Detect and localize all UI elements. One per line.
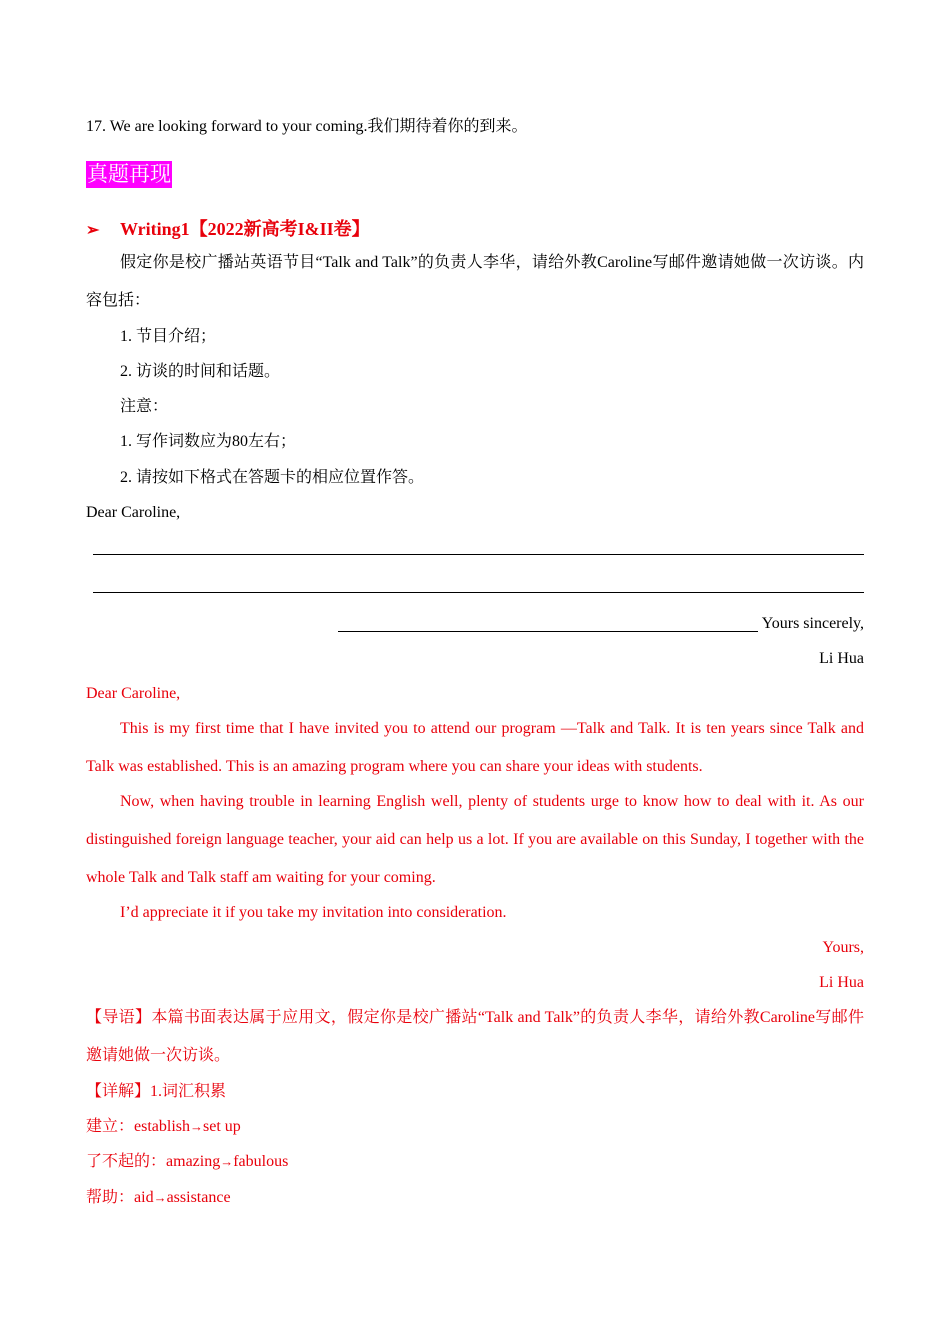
prompt-point-2: 2. 访谈的时间和话题。 <box>120 363 281 380</box>
writing-heading <box>86 215 370 241</box>
prompt-text: 假定你是校广播站英语节目“Talk and Talk”的负责人李华，请给外教Caroline写邮件邀请她做一次访谈。内容包括： <box>86 254 864 309</box>
item-17-sentence: 17. We are looking forward to your coming.我们期待着你的到来。 <box>86 118 528 135</box>
vocab-item <box>86 1152 288 1172</box>
answer-paragraph-3: I’d appreciate it if you take my invitation into consideration. <box>120 904 507 921</box>
arrow-bullet-icon: ➢ <box>86 222 100 239</box>
answer-blank-line-1 <box>93 554 864 555</box>
vocab-word: amazing <box>166 1153 221 1170</box>
right-arrow-icon: → <box>153 1190 167 1205</box>
section-badge: 真题再现 <box>87 162 171 186</box>
answer-greeting: Dear Caroline, <box>86 685 181 702</box>
right-arrow-icon: → <box>220 1154 234 1169</box>
vocab-synonym: fabulous <box>233 1153 289 1170</box>
vocab-word: establish <box>134 1118 191 1135</box>
detail-label: 【详解】1.词汇积累 <box>86 1083 227 1100</box>
answer-blank-line-3 <box>338 631 758 632</box>
answer-blank-line-2 <box>93 592 864 593</box>
answer-paragraph-1: This is my first time that I have invited you to attend our program —Talk and Talk. It is ten years since Talk and Talk was established. This is an amazing program where you can share your ideas with students. <box>86 720 864 775</box>
template-greeting: Dear Caroline, <box>86 504 181 521</box>
answer-closing: Yours, <box>822 939 864 956</box>
vocab-synonym: assistance <box>166 1189 231 1206</box>
template-signature: Li Hua <box>819 650 864 667</box>
template-closing: Yours sincerely, <box>761 615 864 632</box>
vocab-word: aid <box>134 1189 154 1206</box>
vocab-cn: 建立： <box>86 1118 135 1135</box>
guide-text: 【导语】本篇书面表达属于应用文，假定你是校广播站“Talk and Talk”的负责人李华，请给外教Caroline写邮件邀请她做一次访谈。 <box>86 1009 864 1064</box>
answer-signature: Li Hua <box>819 974 864 991</box>
vocab-cn: 了不起的： <box>86 1153 167 1170</box>
prompt-point-1: 1. 节目介绍； <box>120 328 217 345</box>
writing-title: Writing1【2022新高考I&II卷】 <box>120 219 370 239</box>
vocab-item <box>86 1188 231 1208</box>
note-1: 1. 写作词数应为80左右； <box>120 433 297 450</box>
vocab-item <box>86 1117 241 1137</box>
vocab-synonym: set up <box>203 1118 241 1135</box>
note-label: 注意： <box>120 398 169 415</box>
vocab-cn: 帮助： <box>86 1189 135 1206</box>
answer-paragraph-2: Now, when having trouble in learning English well, plenty of students urge to know how to deal with it. As our distinguished foreign language teacher, your aid can help us a lot. If you are available on this Sunday, I together with the whole Talk and Talk staff am waiting for your coming. <box>86 793 864 886</box>
right-arrow-icon: → <box>190 1119 204 1134</box>
note-2: 2. 请按如下格式在答题卡的相应位置作答。 <box>120 469 425 486</box>
